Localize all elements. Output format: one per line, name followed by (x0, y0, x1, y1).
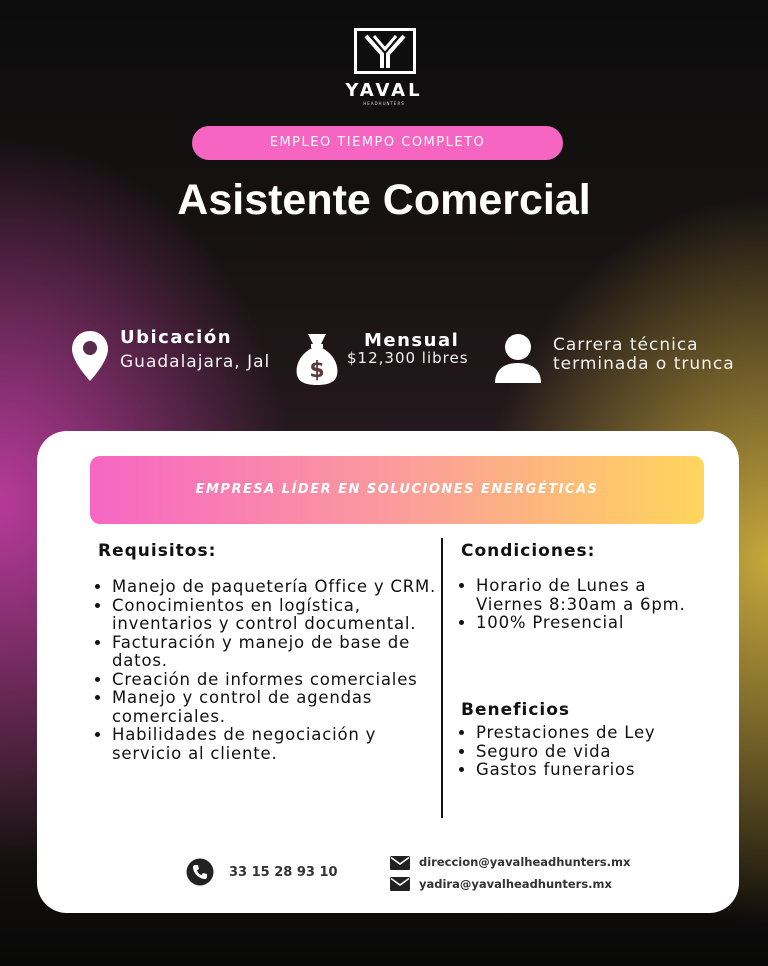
list-item: • Manejo de paquetería Office y CRM. (112, 578, 452, 597)
mail-icon (390, 856, 410, 870)
svg-text:$: $ (309, 358, 325, 383)
beneficios-list (460, 724, 736, 780)
beneficios-heading: Beneficios (461, 700, 571, 720)
education-line-2: terminada o trunca (553, 354, 735, 374)
employment-type-badge: EMPLEO TIEMPO COMPLETO (192, 126, 563, 160)
list-item: • Prestaciones de Ley (476, 724, 736, 743)
condiciones-heading: Condiciones: (461, 541, 596, 561)
education-line-1: Carrera técnica (553, 335, 699, 355)
location-pin-icon (71, 330, 109, 382)
user-icon (493, 333, 543, 385)
email-2[interactable]: yadira@yavalheadhunters.mx (419, 877, 612, 891)
mail-icon (390, 877, 410, 891)
list-item: • Seguro de vida (476, 743, 736, 762)
email-1[interactable]: direccion@yavalheadhunters.mx (419, 855, 631, 869)
list-item: • Habilidades de negociación y servicio al cliente. (112, 726, 452, 763)
list-item: • Facturación y manejo de base de datos. (112, 634, 452, 671)
list-item: • Conocimientos en logística, inventarios y control documental. (112, 597, 452, 634)
list-item: • Horario de Lunes a Viernes 8:30am a 6pm. (476, 577, 701, 614)
requisitos-heading: Requisitos: (98, 541, 217, 561)
column-divider (441, 538, 443, 818)
location-value: Guadalajara, Jal (120, 352, 271, 372)
list-item: • 100% Presencial (476, 614, 701, 633)
requisitos-list (96, 578, 452, 763)
condiciones-list (460, 577, 701, 633)
job-title: Asistente Comercial (177, 176, 591, 224)
company-banner: EMPRESA LÍDER EN SOLUCIONES ENERGÉTICAS (90, 456, 704, 524)
phone-number[interactable]: 33 15 28 93 10 (229, 865, 338, 880)
salary-value: $12,300 libres (347, 349, 469, 367)
money-bag-icon (294, 332, 340, 386)
list-item: • Manejo y control de agendas comerciales. (112, 689, 452, 726)
salary-label: Mensual (364, 330, 460, 351)
phone-icon (186, 858, 214, 886)
list-item: • Creación de informes comerciales (112, 671, 452, 690)
brand-name: YAVAL (345, 80, 423, 101)
yaval-logo (354, 28, 416, 74)
list-item: • Gastos funerarios (476, 761, 736, 780)
location-label: Ubicación (120, 327, 233, 348)
brand-tagline: HEADHUNTERS (363, 101, 405, 106)
